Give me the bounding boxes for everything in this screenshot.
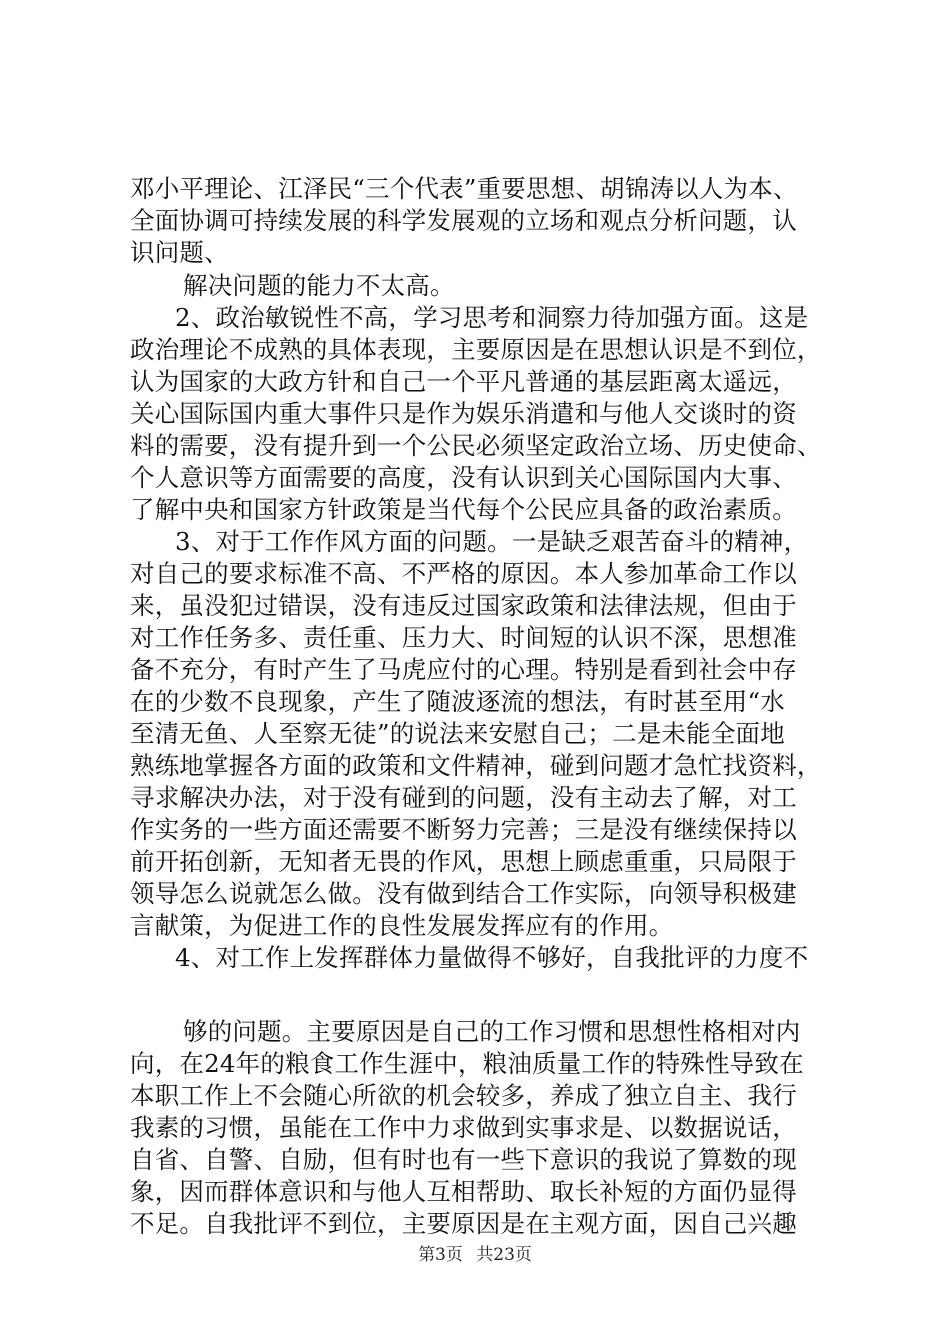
text-line: 料的需要，没有提升到一个公民必须坚定政治立场、历史使命、 (130, 431, 822, 460)
text-line: 关心国际国内重大事件只是作为娱乐消遣和与他人交谈时的资 (130, 399, 797, 428)
page-number: 第3页 (418, 1245, 463, 1265)
page-total: 共23页 (476, 1245, 532, 1265)
text-line: 邓小平理论、江泽民“三个代表”重要思想、胡锦涛以人为本、 (130, 174, 798, 203)
text-line: 来，虽没犯过错误，没有违反过国家政策和法律法规，但由于 (130, 591, 797, 620)
text-line: 了解中央和国家方针政策是当代每个公民应具备的政治素质。 (130, 495, 797, 524)
text-line: 政治理论不成熟的具体表现，主要原因是在思想认识是不到位， (130, 335, 822, 364)
text-line: 识问题、 (130, 238, 229, 267)
text-line: 我素的习惯，虽能在工作中力求做到实事求是、以数据说话， (130, 1113, 797, 1142)
text-line: 熟练地掌握各方面的政策和文件精神，碰到问题才急忙找资料， (130, 751, 822, 780)
text-line: 象，因而群体意识和与他人互相帮助、取长补短的方面仍显得 (130, 1177, 797, 1206)
text-line: 至清无鱼、人至察无徒”的说法来安慰自己；二是未能全面地 (130, 719, 785, 748)
text-line: 言献策，为促进工作的良性发展发挥应有的作用。 (130, 911, 674, 940)
text-line: 4、对工作上发挥群体力量做得不够好，自我批评的力度不 (175, 943, 809, 972)
text-line: 解决问题的能力不太高。 (183, 271, 455, 300)
text-line: 前开拓创新，无知者无畏的作风，思想上顾虑重重，只局限于 (130, 847, 797, 876)
text-line: 自省、自警、自励，但有时也有一些下意识的我说了算数的现 (130, 1145, 797, 1174)
page-footer (0, 1244, 950, 1266)
text-line: 全面协调可持续发展的科学发展观的立场和观点分析问题，认 (130, 206, 797, 235)
text-line: 个人意识等方面需要的高度，没有认识到关心国际国内大事、 (130, 463, 797, 492)
text-line: 向，在24年的粮食工作生涯中，粮油质量工作的特殊性导致在 (130, 1049, 804, 1078)
text-line: 不足。自我批评不到位，主要原因是在主观方面，因自己兴趣 (130, 1209, 797, 1238)
text-line: 作实务的一些方面还需要不断努力完善；三是没有继续保持以 (130, 815, 797, 844)
text-line: 对工作任务多、责任重、压力大、时间短的认识不深，思想准 (130, 623, 797, 652)
text-line: 够的问题。主要原因是自己的工作习惯和思想性格相对内 (183, 1017, 801, 1046)
text-line: 2、政治敏锐性不高，学习思考和洞察力待加强方面。这是 (175, 303, 809, 332)
text-line: 备不充分，有时产生了马虎应付的心理。特别是看到社会中存 (130, 655, 797, 684)
text-line: 本职工作上不会随心所欲的机会较多，养成了独立自主、我行 (130, 1081, 797, 1110)
text-line: 领导怎么说就怎么做。没有做到结合工作实际，向领导积极建 (130, 879, 797, 908)
text-line: 3、对于工作作风方面的问题。一是缺乏艰苦奋斗的精神， (175, 527, 809, 556)
text-line: 对自己的要求标准不高、不严格的原因。本人参加革命工作以 (130, 559, 797, 588)
text-line: 寻求解决办法，对于没有碰到的问题，没有主动去了解，对工 (130, 783, 797, 812)
text-line: 认为国家的大政方针和自己一个平凡普通的基层距离太遥远， (130, 367, 797, 396)
text-line: 在的少数不良现象，产生了随波逐流的想法，有时甚至用“水 (130, 687, 785, 716)
